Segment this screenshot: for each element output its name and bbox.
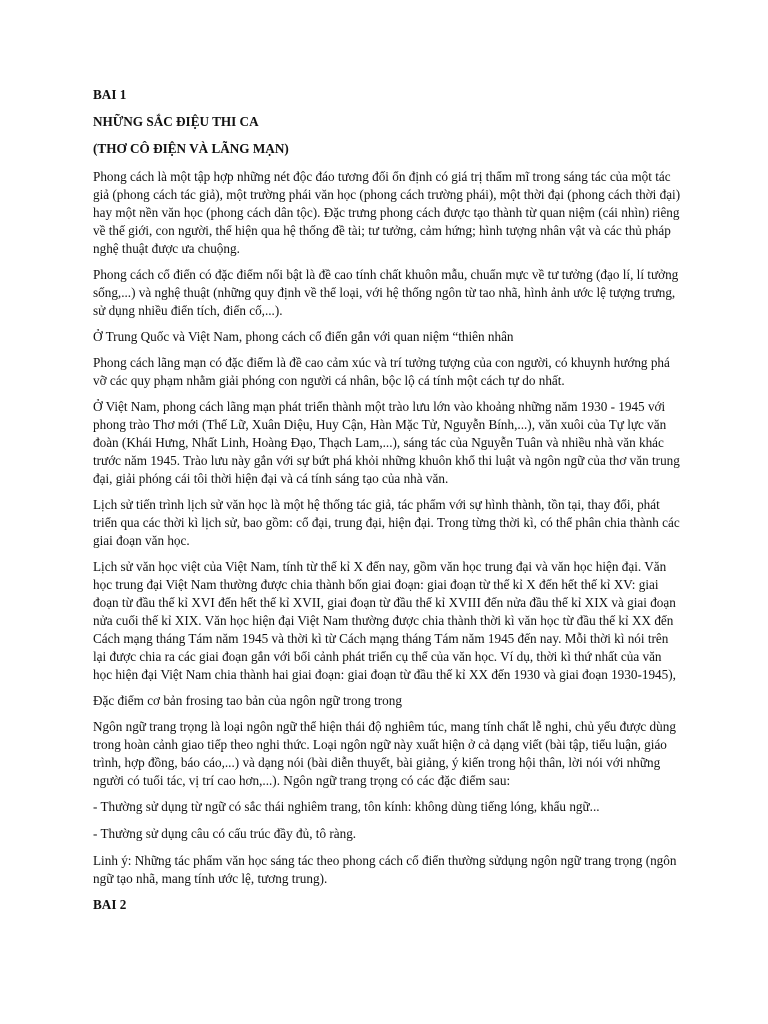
- paragraph-vietnamese-literature: Lịch sử văn học việt của Việt Nam, tính từ thế kỉ X đến nay, gồm văn học trung đại và văn học hiện đại. Văn học trung đại Việt Nam thường được chia thành bốn giai đoạn: giai đoạn từ thế kỉ X đến hết thế kỉ XV: giai đoạn từ đầu thế kỉ XVI đến hết thế kỉ XVII, giai đoạn từ đầu thế kỉ XVIII đến nửa đầu thế kỉ XIX và giai đoạn nửa cuối thế kỉ XIX. Văn học hiện đại Việt Nam thường được chia thành thời kì văn học từ đầu thế kỉ XX đến Cách mạng tháng Tám năm 1945 và thời kì từ Cách mạng tháng Tám năm 1945 đến nay. Mỗi thời kì nói trên lại được chia ra các giai đoạn gắn với bối cảnh phát triển cụ thể của văn học. Ví dụ, thời kì thứ nhất của văn học hiện đại Việt Nam chia thành hai giai đoạn: giai đoạn từ đầu thế kỉ XX đến 1930 và giai đoạn 1930-1945),: [93, 559, 676, 682]
- paragraph-formal-language-heading: Đặc điểm cơ bản frosing tao bản của ngôn ngữ trong trong: [93, 693, 402, 708]
- bullet-item: - Thường sử dụng từ ngữ có sắc thái nghiêm trang, tôn kính: không dùng tiếng lóng, khẩu ngữ...: [93, 799, 600, 814]
- paragraph-literary-history: Lịch sử tiến trình lịch sử văn học là một hệ thống tác giả, tác phẩm với sự hình thành, tồn tại, thay đổi, phát triển qua các thời kì lịch sử, bao gồm: cổ đại, trung đại, hiện đại. Trong từng thời kì, có thể phân chia thành các giai đoạn văn học.: [93, 497, 680, 548]
- document-body: [93, 86, 683, 914]
- document-subtitle: (THƠ CÔ ĐIỆN VÀ LÃNG MẠN): [93, 141, 289, 156]
- paragraph-formal-language: Ngôn ngữ trang trọng là loại ngôn ngữ thể hiện thái độ nghiêm túc, mang tính chất lễ nghi, chủ yếu được dùng trong hoàn cảnh giao tiếp theo nghi thức. Loại ngôn ngữ này xuất hiện ở cả dạng viết (bài tập, tiểu luận, giáo trình, hợp đồng, báo cáo,...) và dạng nói (bài diễn thuyết, bài giảng, ý kiến trong hội thân, lời nói với những người có tuổi tác, vị trí cao hơn,...). Ngôn ngữ trang trọng có các đặc điểm sau:: [93, 719, 676, 788]
- paragraph-china-vietnam: Ở Trung Quốc và Việt Nam, phong cách cổ điển gắn với quan niệm “thiên nhân: [93, 329, 514, 344]
- paragraph-style-definition: Phong cách là một tập hợp những nét độc đáo tương đối ổn định có giá trị thẩm mĩ trong sáng tác của một tác giả (phong cách tác giả), một trường phái văn học (phong cách trường phái), một thời đại (phong cách thời đại) hay một nền văn học (phong cách dân tộc). Đặc trưng phong cách được tạo thành từ quan niệm (cái nhìn) riêng về thế giới, con người, thể hiện qua hệ thống đề tài; tư tưởng, cảm hứng; hình tượng nhân vật và các thủ pháp nghệ thuật được ưa chuộng.: [93, 169, 681, 256]
- lesson-heading: BAI 1: [93, 87, 127, 102]
- paragraph-romantic-style: Phong cách lãng mạn có đặc điểm là đề cao cảm xúc và trí tưởng tượng của con người, có khuynh hướng phá vỡ các quy phạm nhằm giải phóng con người cá nhân, bộc lộ cá tính một cách tự do nhất.: [93, 355, 670, 388]
- note-paragraph: Linh ý: Những tác phẩm văn học sáng tác theo phong cách cổ điển thường sửdụng ngôn ngữ trang trọng (ngôn ngữ tạo nhã, mang tính ước lệ, tương trung).: [93, 853, 677, 886]
- paragraph-romantic-vietnam: Ở Việt Nam, phong cách lãng mạn phát triển thành một trào lưu lớn vào khoảng những năm 1930 - 1945 với phong trào Thơ mới (Thế Lữ, Xuân Diệu, Huy Cận, Hàn Mặc Tử, Nguyễn Bính,...), văn xuôi của Tự lực văn đoàn (Khái Hưng, Nhất Linh, Hoàng Đạo, Thạch Lam,...), sáng tác của Nguyễn Tuân và nhiều nhà văn khác trước năm 1945. Trào lưu này gắn với sự bứt phá khỏi những khuôn khổ thi luật và ngôn ngữ của thơ văn trung đại, giải phóng cái tôi thời hiện đại và cá tính sáng tạo của nhà văn.: [93, 399, 680, 486]
- lesson-heading-2: BAI 2: [93, 897, 127, 912]
- bullet-item: - Thường sử dụng câu có cấu trúc đầy đủ, tô ràng.: [93, 826, 357, 841]
- document-title: NHỮNG SẮC ĐIỆU THI CA: [93, 114, 259, 129]
- paragraph-classical-style: Phong cách cổ điển có đặc điểm nổi bật là đề cao tính chất khuôn mẫu, chuẩn mực về tư tưởng (đạo lí, lí tưởng sống,...) và nghệ thuật (những quy định về thể loại, với hệ thống ngôn từ tao nhã, hình ảnh ước lệ tượng trưng, sử dụng nhiều điển tích, điển cố,...).: [93, 267, 679, 318]
